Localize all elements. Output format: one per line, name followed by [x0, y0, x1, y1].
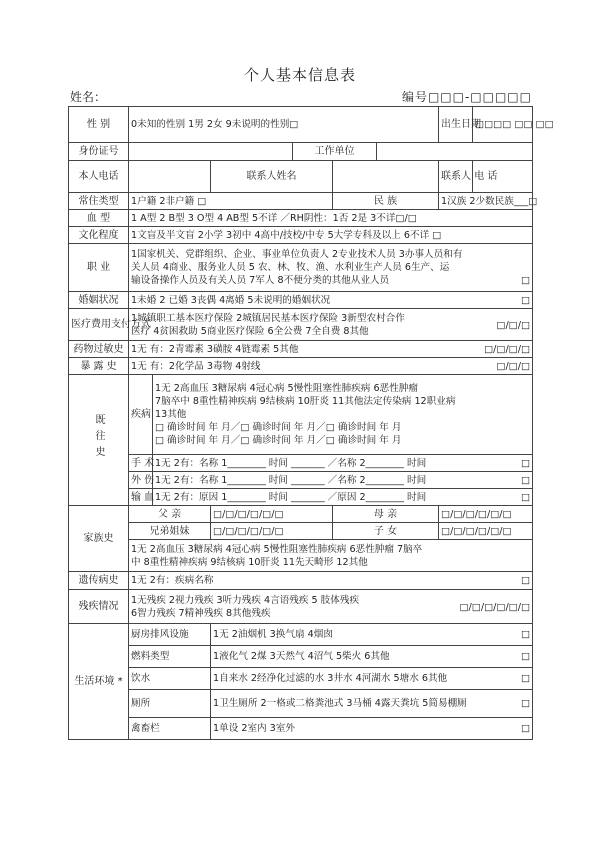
env-row-label: 厕所 — [129, 690, 211, 718]
payment-line: 医疗 4贫困救助 5商业医疗保险 6全公费 7全自费 8其他 — [131, 325, 369, 337]
disability-options[interactable] — [129, 590, 533, 624]
allergy-options[interactable]: 1无 有：2青霉素 3磺胺 4链霉素 5其他 □/□/□/□ — [129, 341, 533, 358]
transfusion-options[interactable]: 1无 2有：原因 1________ 时间 _______ ／原因 2________ 时间 □ — [153, 489, 533, 506]
residence-label: 常住类型 — [69, 193, 129, 210]
education-options[interactable]: 1文盲及半文盲 2小学 3初中 4高中/技校/中专 5大学专科及以上 6不详 □ — [129, 227, 533, 244]
contact-name-field[interactable] — [333, 161, 439, 193]
occupation-label: 职 业 — [69, 244, 129, 292]
payment-label: 医疗费用支付方式 — [69, 309, 129, 341]
mother-label: 母 亲 — [333, 506, 439, 523]
payment-checkbox[interactable]: □/□/□ — [496, 319, 531, 331]
disability-line: 6智力残疾 7精神残疾 8其他残疾 — [131, 607, 271, 619]
env-checkbox[interactable]: □ — [520, 723, 531, 734]
ethnic-options[interactable]: 1汉族 2少数民族___□ — [439, 193, 533, 210]
children-value[interactable]: □/□/□/□/□/□ — [439, 523, 533, 540]
env-row-label: 燃料类型 — [129, 646, 211, 668]
payment-options[interactable] — [129, 309, 533, 341]
siblings-label: 兄弟姐妹 — [129, 523, 211, 540]
history-label: 既往史 — [69, 375, 129, 506]
birth-value[interactable]: □□□□ □□ □□ — [473, 107, 533, 143]
env-row-options[interactable]: 1单设 2室内 3室外 □ — [211, 718, 533, 740]
family-disease-options — [129, 540, 533, 572]
env-checkbox[interactable]: □ — [520, 673, 531, 684]
disease-line: 7脑卒中 8重性精神疾病 9结核病 10肝炎 11其他法定传染病 12职业病 — [155, 396, 456, 407]
residence-options[interactable]: 1户籍 2非户籍 □ — [129, 193, 333, 210]
work-unit-field[interactable] — [377, 143, 533, 161]
disease-line: 1无 2高血压 3糖尿病 4冠心病 5慢性阻塞性肺疾病 6恶性肿瘤 — [155, 383, 418, 394]
education-label: 文化程度 — [69, 227, 129, 244]
gender-options[interactable]: 0未知的性别 1男 2女 9未说明的性别□ — [129, 107, 439, 143]
work-unit-label: 工作单位 — [293, 143, 377, 161]
surgery-checkbox[interactable]: □ — [520, 457, 531, 469]
disease-label: 疾病 — [129, 375, 153, 455]
contact-phone-label: 联系人 电 话 — [439, 161, 473, 193]
blood-label: 血 型 — [69, 210, 129, 227]
genetic-label: 遗传病史 — [69, 572, 129, 590]
marriage-options[interactable]: 1未婚 2 已婚 3丧偶 4离婚 5未说明的婚姻状况 □ — [129, 292, 533, 309]
surgery-label: 手 术 — [129, 455, 153, 472]
id-field[interactable] — [129, 143, 293, 161]
gender-label: 性 别 — [69, 107, 129, 143]
form-title: 个人基本信息表 — [243, 66, 356, 84]
env-checkbox[interactable]: □ — [520, 651, 531, 662]
genetic-options[interactable]: 1无 2有：疾病名称 □ — [129, 572, 533, 590]
trauma-options[interactable]: 1无 2有：名称 1________ 时间 _______ ／名称 2________ 时间 □ — [153, 472, 533, 489]
contact-name-label: 联系人姓名 — [211, 161, 333, 193]
allergy-label: 药物过敏史 — [69, 341, 129, 358]
birth-label: 出生日期 — [439, 107, 473, 143]
env-row-options[interactable]: 1无 2油烟机 3换气扇 4烟囱 □ — [211, 624, 533, 646]
father-label: 父 亲 — [129, 506, 211, 523]
env-row-options[interactable]: 1卫生厕所 2一格或二格粪池式 3马桶 4露天粪坑 5简易棚厕 □ — [211, 690, 533, 718]
genetic-checkbox[interactable]: □ — [520, 575, 531, 586]
diagnosis-line[interactable]: □ 确诊时间 年 月／□ 确诊时间 年 月／□ 确诊时间 年 月 — [155, 422, 402, 433]
surgery-options[interactable]: 1无 2有：名称 1________ 时间 _______ ／名称 2________ 时间 □ — [153, 455, 533, 472]
children-label: 子 女 — [333, 523, 439, 540]
payment-line: 1城镇职工基本医疗保险 2城镇居民基本医疗保险 3新型农村合作 — [131, 312, 405, 324]
phone-label: 本人电话 — [69, 161, 129, 193]
family-line: 1无 2高血压 3糖尿病 4冠心病 5慢性阻塞性肺疾病 6恶性肿瘤 7脑卒 — [131, 543, 423, 555]
occupation-checkbox[interactable]: □ — [520, 275, 531, 286]
disease-options[interactable] — [153, 375, 533, 455]
env-row-label: 厨房排风设施 — [129, 624, 211, 646]
marriage-checkbox[interactable]: □ — [520, 294, 531, 306]
env-checkbox[interactable]: □ — [520, 698, 531, 709]
env-row-options[interactable]: 1自来水 2经净化过滤的水 3井水 4河湖水 5塘水 6其他 □ — [211, 668, 533, 690]
trauma-label: 外 伤 — [129, 472, 153, 489]
form-header — [68, 88, 532, 106]
allergy-checkbox[interactable]: □/□/□/□ — [484, 343, 531, 355]
env-row-label: 饮水 — [129, 668, 211, 690]
occupation-line: 1国家机关、党群组织、企业、事业单位负责人 2专业技术人员 3办事人员和有 — [131, 249, 463, 260]
occupation-line: 输设备操作人员及有关人员 7军人 8不便分类的其他从业人员 □ — [131, 275, 531, 286]
exposure-options[interactable]: 1无 有：2化学品 3毒物 4射线 □/□/□ — [129, 358, 533, 375]
family-line: 中 8重性精神疾病 9结核病 10肝炎 11先天畸形 12其他 — [131, 556, 368, 568]
exposure-label: 暴 露 史 — [69, 358, 129, 375]
disability-checkbox[interactable]: □/□/□/□/□/□ — [459, 601, 531, 613]
transfusion-label: 输 血 — [129, 489, 153, 506]
info-table — [68, 106, 554, 740]
disability-label: 残疾情况 — [69, 590, 129, 624]
transfusion-checkbox[interactable]: □ — [520, 491, 531, 503]
environment-label: 生活环境 * — [69, 624, 129, 740]
family-label: 家族史 — [69, 506, 129, 572]
disease-line: 13其他 — [155, 409, 187, 420]
id-label: 身份证号 — [69, 143, 129, 161]
trauma-checkbox[interactable]: □ — [520, 474, 531, 486]
phone-field[interactable] — [129, 161, 211, 193]
number-label: 编号□□□-□□□□□ — [401, 90, 532, 104]
marriage-label: 婚姻状况 — [69, 292, 129, 309]
name-label: 姓名： — [70, 90, 107, 104]
blood-options[interactable]: 1 A型 2 B型 3 O型 4 AB型 5不详 ／RH阴性：1否 2是 3不详□/□ — [129, 210, 533, 227]
diagnosis-line[interactable]: □ 确诊时间 年 月／□ 确诊时间 年 月／□ 确诊时间 年 月 — [155, 435, 402, 446]
env-row-options[interactable]: 1液化气 2煤 3天然气 4沼气 5柴火 6其他 □ — [211, 646, 533, 668]
ethnic-label: 民 族 — [333, 193, 439, 210]
father-value[interactable]: □/□/□/□/□/□ — [211, 506, 333, 523]
mother-value[interactable]: □/□/□/□/□/□ — [439, 506, 533, 523]
occupation-options[interactable] — [129, 244, 533, 292]
exposure-checkbox[interactable]: □/□/□ — [496, 360, 531, 372]
siblings-value[interactable]: □/□/□/□/□/□ — [211, 523, 333, 540]
occupation-line: 关人员 4商业、服务业人员 5 农、林、牧、渔、水利业生产人员 6生产、运 — [131, 262, 450, 273]
env-row-label: 禽畜栏 — [129, 718, 211, 740]
disability-line: 1无残疾 2视力残疾 3听力残疾 4言语残疾 5 肢体残疾 — [131, 594, 360, 606]
env-checkbox[interactable]: □ — [520, 629, 531, 640]
